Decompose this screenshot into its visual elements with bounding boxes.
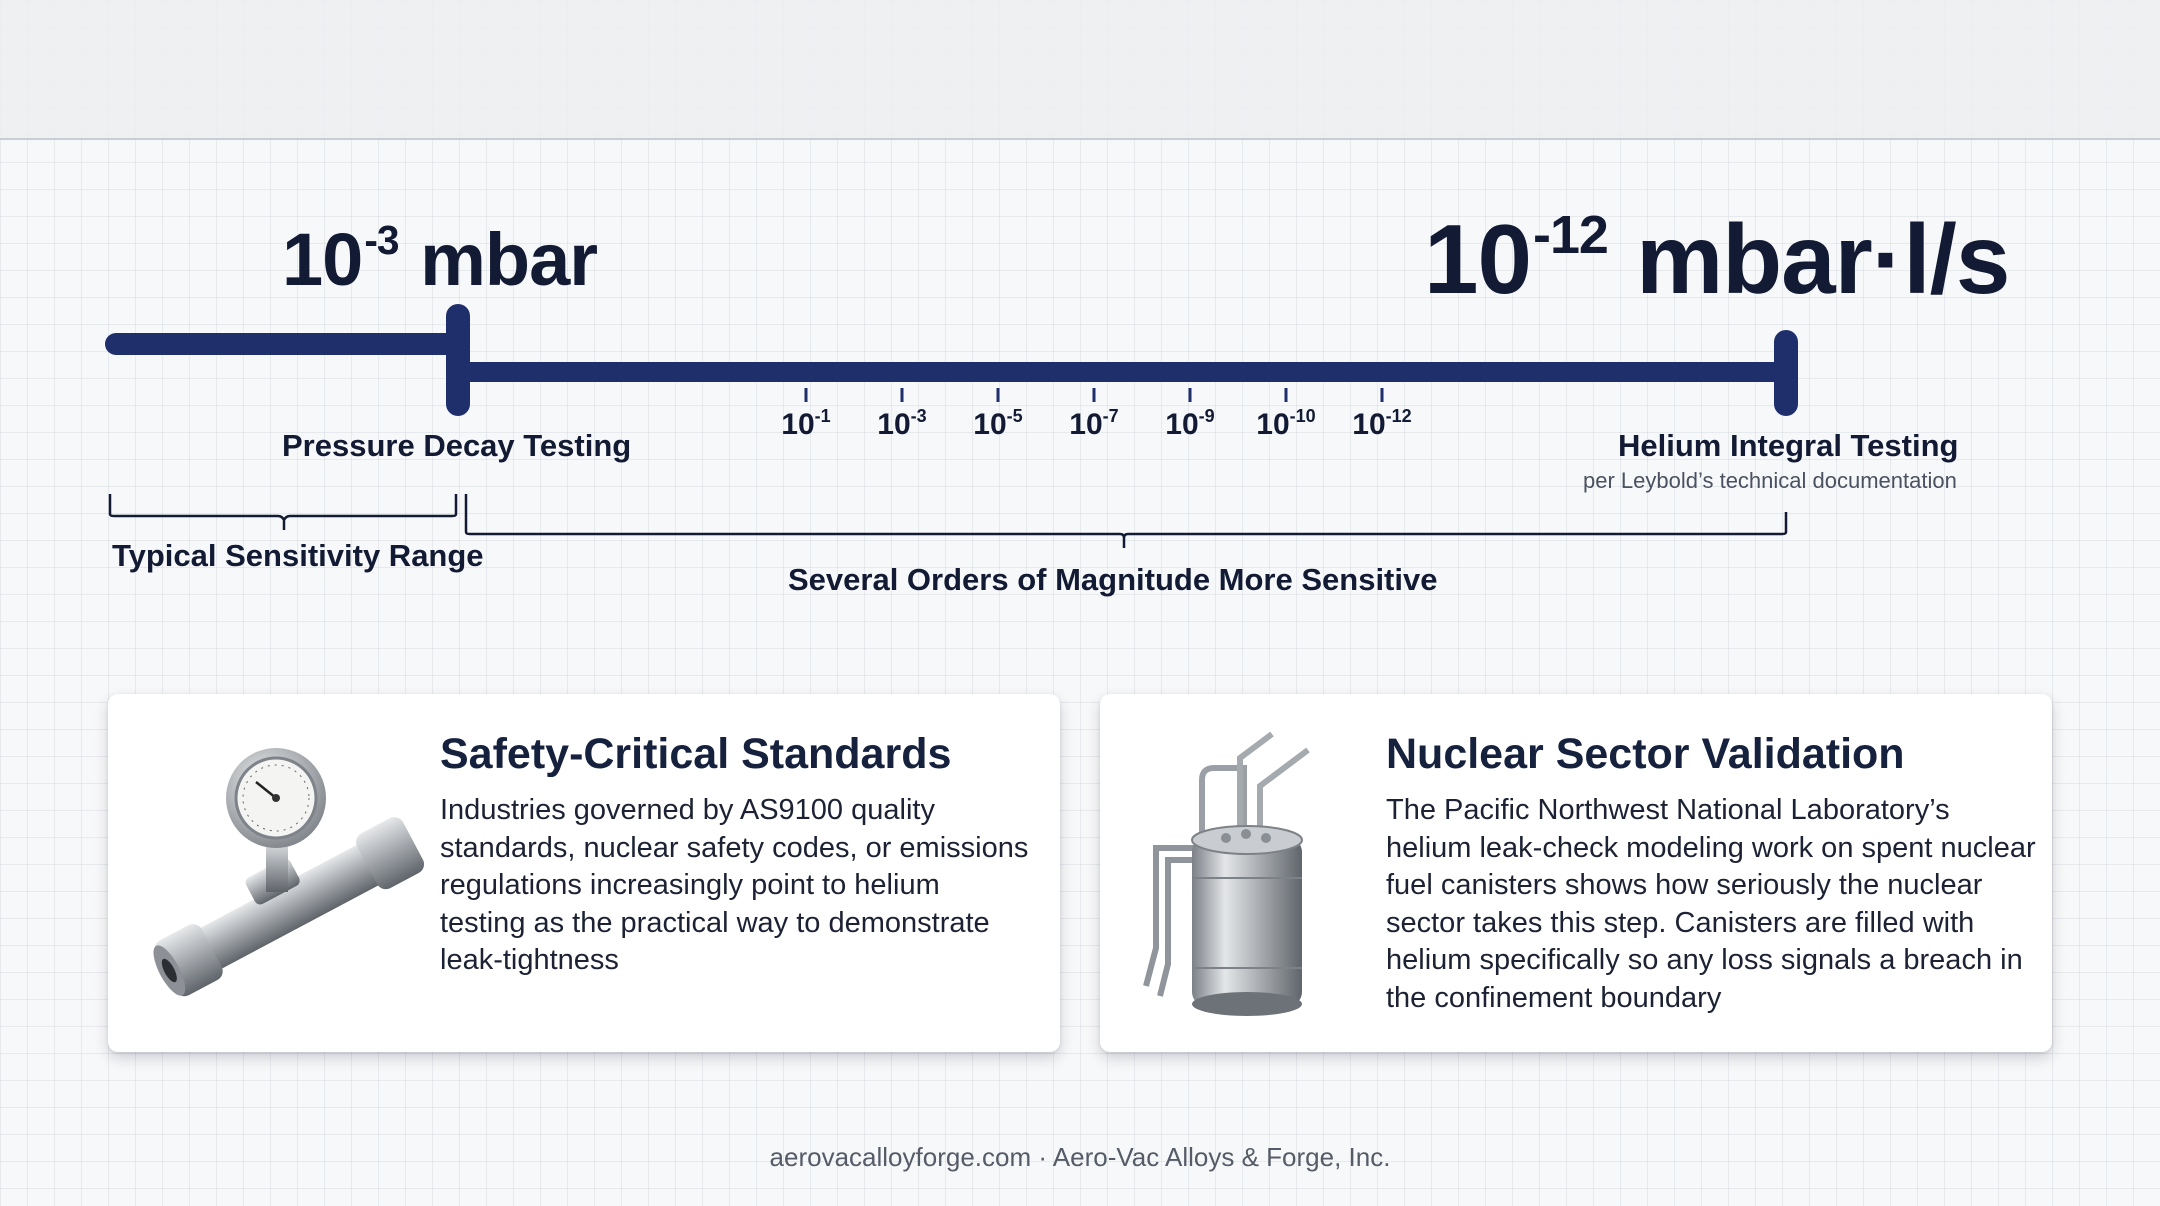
axis-tick-label: $10^{-9}$ xyxy=(1165,406,1215,441)
orders-of-magnitude-label: Several Orders of Magnitude More Sensitive xyxy=(788,562,1438,597)
left-value-label: $10^{-3}$ mbar xyxy=(282,217,598,301)
axis-tick-label: $10^{-12}$ xyxy=(1352,406,1412,441)
card-title: Nuclear Sector Validation xyxy=(1386,730,1905,778)
helium-integral-sublabel: per Leybold’s technical documentation xyxy=(1583,468,1957,493)
sensitivity-range-label: Typical Sensitivity Range xyxy=(112,538,484,573)
right-value-label: $10^{-12}$ mbar·l/s xyxy=(1424,204,2010,314)
axis-tick-label: $10^{-7}$ xyxy=(1069,406,1119,441)
tick-marks xyxy=(806,388,1382,402)
axis-tick-label: $10^{-3}$ xyxy=(877,406,927,441)
card-body: The Pacific Northwest National Laboratory’s helium leak-check modeling work on spent nuclear fuel canisters shows how seriously the nuclear sector takes this step. Canisters are filled with helium specifically so any loss signals a breach in the confinement boundary xyxy=(1386,794,2036,1014)
axis-tick-label: $10^{-1}$ xyxy=(781,406,831,441)
pressure-decay-label: Pressure Decay Testing xyxy=(282,428,632,463)
right-bracket xyxy=(466,494,1786,548)
fuel-canister-icon xyxy=(1140,728,1340,1018)
footer-credit: aerovacalloyforge.com · Aero-Vac Alloys & Forge, Inc. xyxy=(769,1142,1391,1172)
card-body: Industries governed by AS9100 quality standards, nuclear safety codes, or emissions regulations increasingly point to helium testing as the practical way to demonstrate leak-tightness xyxy=(440,794,1029,976)
axis-tick-label: $10^{-10}$ xyxy=(1256,406,1316,441)
pressure-gauge-pipe-icon xyxy=(148,734,428,1004)
card-title: Safety-Critical Standards xyxy=(440,730,952,778)
safety-critical-card xyxy=(108,694,1060,1052)
axis-tick-label: $10^{-5}$ xyxy=(973,406,1023,441)
left-bracket xyxy=(110,494,456,530)
helium-integral-label: Helium Integral Testing xyxy=(1618,428,1959,463)
nuclear-sector-card xyxy=(1100,694,2052,1052)
